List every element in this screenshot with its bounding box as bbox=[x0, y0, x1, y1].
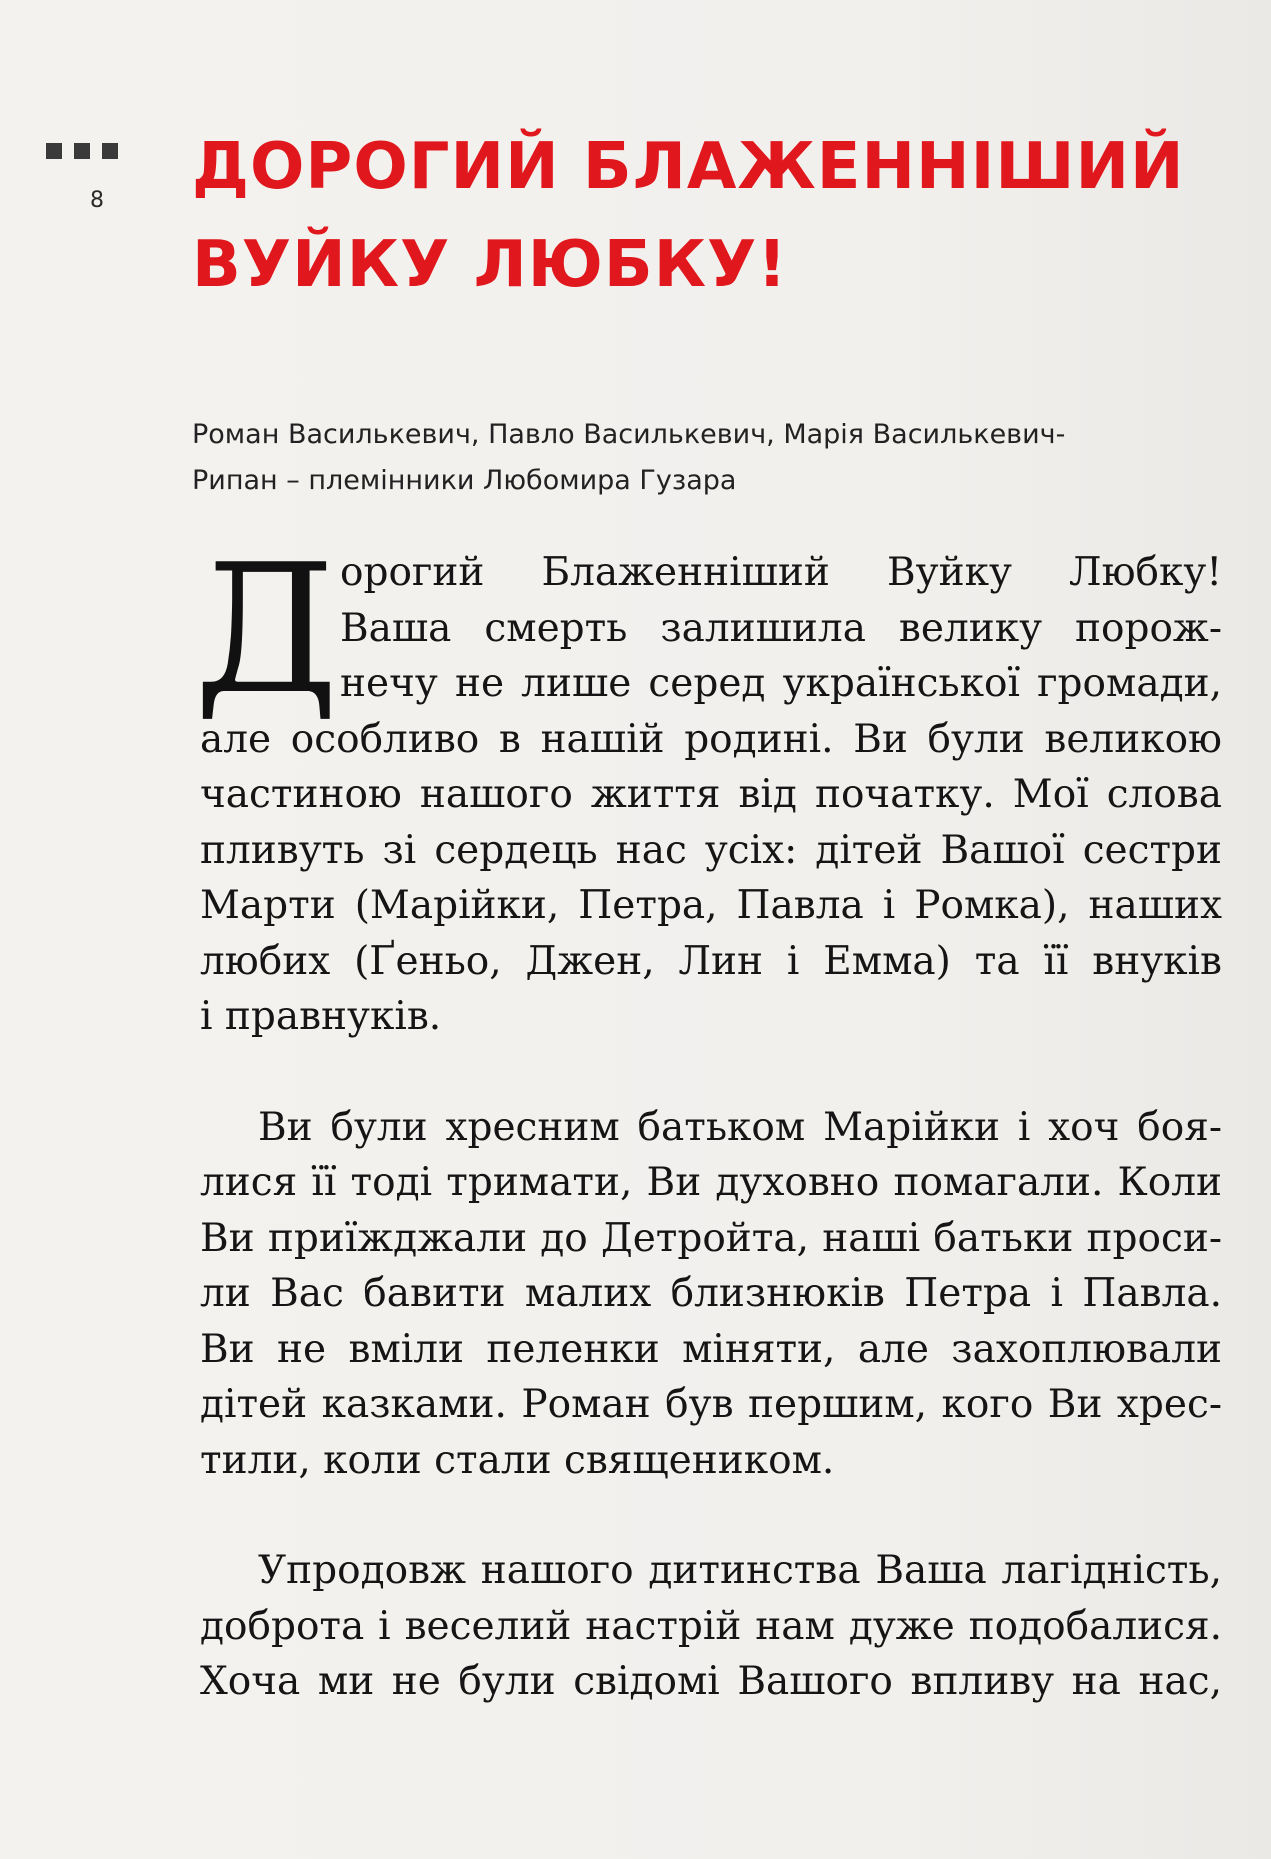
text-line: тили, коли стали священиком. bbox=[200, 1437, 835, 1483]
authors-line: Роман Василькевич, Павло Василькевич, Марія Василькевич- bbox=[192, 419, 1066, 450]
drop-cap: Д bbox=[194, 526, 339, 733]
authors-byline bbox=[192, 412, 1152, 504]
text-line: лися її тоді тримати, Ви духовно помагали. Коли bbox=[200, 1160, 1222, 1205]
text-line: ли Вас бавити малих близнюків Петра і Павла. bbox=[200, 1271, 1222, 1316]
letter-body bbox=[194, 526, 1222, 1710]
text-line: Ваша смерть залишила велику порож- bbox=[340, 605, 1222, 651]
text-line: нечу не лише серед української громади, bbox=[340, 661, 1222, 706]
chapter-title bbox=[192, 118, 1232, 314]
text-line: доброта і веселий настрій нам дуже подобалися. bbox=[200, 1603, 1222, 1649]
text-line: частиною нашого життя від початку. Мої слова bbox=[200, 772, 1222, 817]
text-line: любих (Ґеньо, Джен, Лин і Емма) та її внуків bbox=[200, 938, 1222, 984]
text-line: Ви не вміли пеленки міняти, але захоплювали bbox=[200, 1326, 1222, 1372]
text-line: але особливо в нашій родині. Ви були великою bbox=[200, 716, 1222, 762]
page-number: 8 bbox=[90, 188, 104, 213]
text-line: Хоча ми не були свідомі Вашого впливу на нас, bbox=[200, 1659, 1222, 1704]
paragraph-3 bbox=[200, 1543, 1222, 1710]
text-line: Марти (Марійки, Петра, Павла і Ромка), наших bbox=[200, 883, 1222, 928]
text-line: Упродовж нашого дитинства Ваша лагідність, bbox=[258, 1548, 1222, 1593]
paragraph-2 bbox=[200, 1100, 1222, 1489]
chapter-title-line: ВУЙКУ ЛЮБКУ! bbox=[192, 228, 788, 302]
text-line: Ви були хресним батьком Марійки і хоч боя- bbox=[258, 1104, 1222, 1150]
text-line: орогий Блаженніший Вуйку Любку! bbox=[340, 550, 1222, 595]
marker-square bbox=[102, 143, 118, 159]
marker-square bbox=[46, 143, 62, 159]
text-line: Ви приїжджали до Детройта, наші батьки проси- bbox=[200, 1215, 1222, 1261]
text-line: і правнуків. bbox=[200, 994, 442, 1039]
chapter-title-line: ДОРОГИЙ БЛАЖЕННІШИЙ bbox=[192, 130, 1185, 204]
authors-line: Рипан – племінники Любомира Гузара bbox=[192, 465, 737, 496]
paragraph-1 bbox=[194, 526, 1222, 1045]
text-line: дітей казками. Роман був першим, кого Ви хрес- bbox=[200, 1382, 1222, 1427]
marker-square bbox=[74, 143, 90, 159]
text-line: пливуть зі сердець нас усіх: дітей Вашої сестри bbox=[200, 827, 1222, 873]
page-marker-squares bbox=[46, 143, 118, 159]
